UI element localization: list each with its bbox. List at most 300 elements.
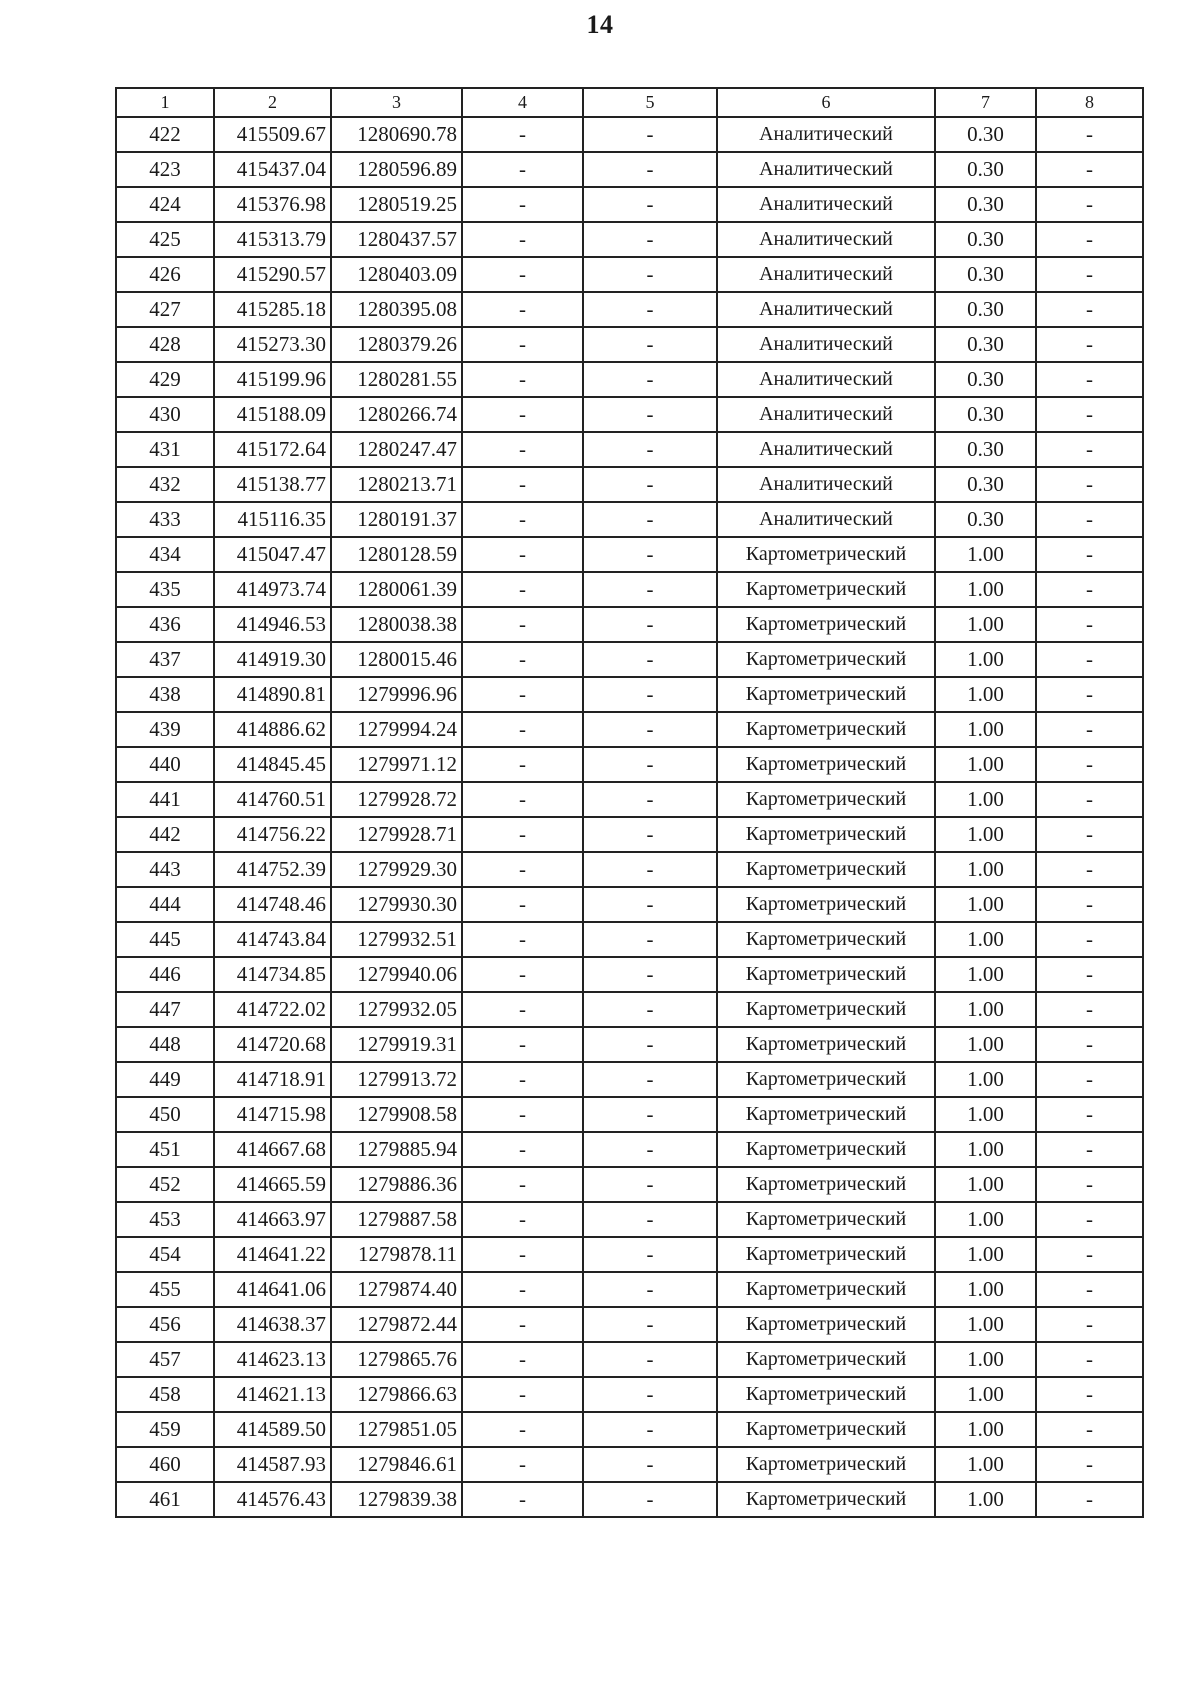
col5-cell: - <box>583 1377 717 1412</box>
table-row <box>116 992 1143 1027</box>
x-coordinate-cell: 414667.68 <box>214 1132 331 1167</box>
col4-cell: - <box>462 327 583 362</box>
y-coordinate-cell: 1280247.47 <box>331 432 462 467</box>
col8-cell: - <box>1036 537 1143 572</box>
accuracy-cell: 0.30 <box>935 257 1036 292</box>
accuracy-cell: 1.00 <box>935 1447 1036 1482</box>
y-coordinate-cell: 1280128.59 <box>331 537 462 572</box>
col4-cell: - <box>462 257 583 292</box>
column-header: 6 <box>717 88 935 117</box>
col8-cell: - <box>1036 1482 1143 1517</box>
col5-cell: - <box>583 1237 717 1272</box>
x-coordinate-cell: 414734.85 <box>214 957 331 992</box>
method-cell: Картометрический <box>717 1447 935 1482</box>
y-coordinate-cell: 1279878.11 <box>331 1237 462 1272</box>
col5-cell: - <box>583 1202 717 1237</box>
point-number-cell: 443 <box>116 852 214 887</box>
col4-cell: - <box>462 1447 583 1482</box>
accuracy-cell: 0.30 <box>935 117 1036 152</box>
col4-cell: - <box>462 642 583 677</box>
column-header: 7 <box>935 88 1036 117</box>
table-row <box>116 1132 1143 1167</box>
col4-cell: - <box>462 397 583 432</box>
col4-cell: - <box>462 187 583 222</box>
y-coordinate-cell: 1279913.72 <box>331 1062 462 1097</box>
col8-cell: - <box>1036 817 1143 852</box>
x-coordinate-cell: 414663.97 <box>214 1202 331 1237</box>
point-number-cell: 453 <box>116 1202 214 1237</box>
table-row <box>116 1342 1143 1377</box>
column-header: 4 <box>462 88 583 117</box>
point-number-cell: 444 <box>116 887 214 922</box>
col4-cell: - <box>462 432 583 467</box>
x-coordinate-cell: 414638.37 <box>214 1307 331 1342</box>
col4-cell: - <box>462 1237 583 1272</box>
col8-cell: - <box>1036 362 1143 397</box>
point-number-cell: 460 <box>116 1447 214 1482</box>
table-row <box>116 502 1143 537</box>
col5-cell: - <box>583 222 717 257</box>
x-coordinate-cell: 414720.68 <box>214 1027 331 1062</box>
method-cell: Картометрический <box>717 957 935 992</box>
col5-cell: - <box>583 187 717 222</box>
col5-cell: - <box>583 782 717 817</box>
method-cell: Картометрический <box>717 1027 935 1062</box>
y-coordinate-cell: 1279919.31 <box>331 1027 462 1062</box>
x-coordinate-cell: 415290.57 <box>214 257 331 292</box>
point-number-cell: 436 <box>116 607 214 642</box>
point-number-cell: 439 <box>116 712 214 747</box>
y-coordinate-cell: 1279932.51 <box>331 922 462 957</box>
column-header: 1 <box>116 88 214 117</box>
point-number-cell: 454 <box>116 1237 214 1272</box>
y-coordinate-cell: 1279846.61 <box>331 1447 462 1482</box>
col4-cell: - <box>462 712 583 747</box>
table-row <box>116 1307 1143 1342</box>
table-row <box>116 1482 1143 1517</box>
y-coordinate-cell: 1280281.55 <box>331 362 462 397</box>
col5-cell: - <box>583 1412 717 1447</box>
col5-cell: - <box>583 537 717 572</box>
col8-cell: - <box>1036 222 1143 257</box>
accuracy-cell: 1.00 <box>935 1027 1036 1062</box>
col8-cell: - <box>1036 642 1143 677</box>
accuracy-cell: 1.00 <box>935 712 1036 747</box>
col8-cell: - <box>1036 1272 1143 1307</box>
y-coordinate-cell: 1279887.58 <box>331 1202 462 1237</box>
col4-cell: - <box>462 1167 583 1202</box>
column-header: 2 <box>214 88 331 117</box>
col8-cell: - <box>1036 502 1143 537</box>
accuracy-cell: 1.00 <box>935 852 1036 887</box>
x-coordinate-cell: 415199.96 <box>214 362 331 397</box>
x-coordinate-cell: 414748.46 <box>214 887 331 922</box>
col5-cell: - <box>583 257 717 292</box>
col5-cell: - <box>583 852 717 887</box>
point-number-cell: 452 <box>116 1167 214 1202</box>
col4-cell: - <box>462 1097 583 1132</box>
col5-cell: - <box>583 1097 717 1132</box>
table-row <box>116 782 1143 817</box>
col8-cell: - <box>1036 572 1143 607</box>
table-row <box>116 957 1143 992</box>
x-coordinate-cell: 414623.13 <box>214 1342 331 1377</box>
accuracy-cell: 1.00 <box>935 1062 1036 1097</box>
col8-cell: - <box>1036 782 1143 817</box>
point-number-cell: 422 <box>116 117 214 152</box>
x-coordinate-cell: 415172.64 <box>214 432 331 467</box>
col8-cell: - <box>1036 747 1143 782</box>
y-coordinate-cell: 1279851.05 <box>331 1412 462 1447</box>
col4-cell: - <box>462 852 583 887</box>
x-coordinate-cell: 414589.50 <box>214 1412 331 1447</box>
table-row <box>116 397 1143 432</box>
point-number-cell: 437 <box>116 642 214 677</box>
column-header: 3 <box>331 88 462 117</box>
col4-cell: - <box>462 1132 583 1167</box>
point-number-cell: 433 <box>116 502 214 537</box>
point-number-cell: 423 <box>116 152 214 187</box>
y-coordinate-cell: 1280061.39 <box>331 572 462 607</box>
x-coordinate-cell: 414743.84 <box>214 922 331 957</box>
x-coordinate-cell: 414890.81 <box>214 677 331 712</box>
col8-cell: - <box>1036 292 1143 327</box>
method-cell: Картометрический <box>717 1272 935 1307</box>
col5-cell: - <box>583 1307 717 1342</box>
method-cell: Аналитический <box>717 292 935 327</box>
accuracy-cell: 1.00 <box>935 1202 1036 1237</box>
method-cell: Картометрический <box>717 1097 935 1132</box>
method-cell: Аналитический <box>717 432 935 467</box>
col4-cell: - <box>462 887 583 922</box>
y-coordinate-cell: 1279866.63 <box>331 1377 462 1412</box>
col5-cell: - <box>583 502 717 537</box>
coordinates-table <box>115 87 1144 1518</box>
method-cell: Аналитический <box>717 222 935 257</box>
y-coordinate-cell: 1279908.58 <box>331 1097 462 1132</box>
x-coordinate-cell: 414587.93 <box>214 1447 331 1482</box>
table-row <box>116 1447 1143 1482</box>
table-row <box>116 117 1143 152</box>
point-number-cell: 447 <box>116 992 214 1027</box>
accuracy-cell: 1.00 <box>935 1097 1036 1132</box>
accuracy-cell: 1.00 <box>935 887 1036 922</box>
table-row <box>116 292 1143 327</box>
point-number-cell: 432 <box>116 467 214 502</box>
col4-cell: - <box>462 572 583 607</box>
y-coordinate-cell: 1280437.57 <box>331 222 462 257</box>
x-coordinate-cell: 414946.53 <box>214 607 331 642</box>
table-body <box>116 117 1143 1517</box>
col5-cell: - <box>583 607 717 642</box>
table-row <box>116 1272 1143 1307</box>
accuracy-cell: 1.00 <box>935 572 1036 607</box>
col5-cell: - <box>583 712 717 747</box>
accuracy-cell: 1.00 <box>935 1342 1036 1377</box>
col4-cell: - <box>462 1412 583 1447</box>
point-number-cell: 434 <box>116 537 214 572</box>
col5-cell: - <box>583 1342 717 1377</box>
accuracy-cell: 0.30 <box>935 327 1036 362</box>
col5-cell: - <box>583 432 717 467</box>
method-cell: Картометрический <box>717 1377 935 1412</box>
y-coordinate-cell: 1280403.09 <box>331 257 462 292</box>
method-cell: Аналитический <box>717 117 935 152</box>
method-cell: Картометрический <box>717 712 935 747</box>
method-cell: Картометрический <box>717 817 935 852</box>
col4-cell: - <box>462 817 583 852</box>
table-row <box>116 467 1143 502</box>
y-coordinate-cell: 1280038.38 <box>331 607 462 642</box>
col5-cell: - <box>583 362 717 397</box>
y-coordinate-cell: 1280191.37 <box>331 502 462 537</box>
point-number-cell: 429 <box>116 362 214 397</box>
point-number-cell: 431 <box>116 432 214 467</box>
col8-cell: - <box>1036 1377 1143 1412</box>
col4-cell: - <box>462 1202 583 1237</box>
method-cell: Аналитический <box>717 257 935 292</box>
y-coordinate-cell: 1280519.25 <box>331 187 462 222</box>
accuracy-cell: 0.30 <box>935 187 1036 222</box>
point-number-cell: 449 <box>116 1062 214 1097</box>
accuracy-cell: 1.00 <box>935 642 1036 677</box>
point-number-cell: 428 <box>116 327 214 362</box>
col4-cell: - <box>462 1342 583 1377</box>
col8-cell: - <box>1036 922 1143 957</box>
method-cell: Картометрический <box>717 1237 935 1272</box>
method-cell: Картометрический <box>717 1202 935 1237</box>
method-cell: Аналитический <box>717 152 935 187</box>
y-coordinate-cell: 1279929.30 <box>331 852 462 887</box>
col5-cell: - <box>583 677 717 712</box>
x-coordinate-cell: 415376.98 <box>214 187 331 222</box>
point-number-cell: 451 <box>116 1132 214 1167</box>
method-cell: Картометрический <box>717 642 935 677</box>
column-header: 5 <box>583 88 717 117</box>
col8-cell: - <box>1036 187 1143 222</box>
col5-cell: - <box>583 1062 717 1097</box>
accuracy-cell: 1.00 <box>935 992 1036 1027</box>
table-header-row <box>116 88 1143 117</box>
point-number-cell: 442 <box>116 817 214 852</box>
y-coordinate-cell: 1279886.36 <box>331 1167 462 1202</box>
y-coordinate-cell: 1280213.71 <box>331 467 462 502</box>
y-coordinate-cell: 1279971.12 <box>331 747 462 782</box>
col5-cell: - <box>583 642 717 677</box>
method-cell: Картометрический <box>717 1062 935 1097</box>
accuracy-cell: 1.00 <box>935 1482 1036 1517</box>
point-number-cell: 440 <box>116 747 214 782</box>
y-coordinate-cell: 1279996.96 <box>331 677 462 712</box>
x-coordinate-cell: 414845.45 <box>214 747 331 782</box>
x-coordinate-cell: 415047.47 <box>214 537 331 572</box>
accuracy-cell: 1.00 <box>935 922 1036 957</box>
x-coordinate-cell: 414665.59 <box>214 1167 331 1202</box>
table-row <box>116 327 1143 362</box>
accuracy-cell: 1.00 <box>935 1272 1036 1307</box>
point-number-cell: 461 <box>116 1482 214 1517</box>
accuracy-cell: 1.00 <box>935 607 1036 642</box>
point-number-cell: 424 <box>116 187 214 222</box>
method-cell: Картометрический <box>717 1342 935 1377</box>
col8-cell: - <box>1036 887 1143 922</box>
x-coordinate-cell: 414886.62 <box>214 712 331 747</box>
table-row <box>116 922 1143 957</box>
method-cell: Картометрический <box>717 572 935 607</box>
accuracy-cell: 1.00 <box>935 957 1036 992</box>
table-row <box>116 1202 1143 1237</box>
col4-cell: - <box>462 922 583 957</box>
x-coordinate-cell: 414752.39 <box>214 852 331 887</box>
accuracy-cell: 0.30 <box>935 292 1036 327</box>
col5-cell: - <box>583 327 717 362</box>
col8-cell: - <box>1036 117 1143 152</box>
y-coordinate-cell: 1279874.40 <box>331 1272 462 1307</box>
y-coordinate-cell: 1279872.44 <box>331 1307 462 1342</box>
method-cell: Картометрический <box>717 887 935 922</box>
table-row <box>116 607 1143 642</box>
x-coordinate-cell: 415509.67 <box>214 117 331 152</box>
table-row <box>116 537 1143 572</box>
col5-cell: - <box>583 467 717 502</box>
page-number: 14 <box>586 10 614 39</box>
table-row <box>116 1412 1143 1447</box>
table-row <box>116 887 1143 922</box>
method-cell: Картометрический <box>717 1167 935 1202</box>
accuracy-cell: 1.00 <box>935 677 1036 712</box>
col4-cell: - <box>462 1062 583 1097</box>
col4-cell: - <box>462 747 583 782</box>
x-coordinate-cell: 414718.91 <box>214 1062 331 1097</box>
col8-cell: - <box>1036 1062 1143 1097</box>
col5-cell: - <box>583 292 717 327</box>
x-coordinate-cell: 415188.09 <box>214 397 331 432</box>
col8-cell: - <box>1036 1202 1143 1237</box>
point-number-cell: 438 <box>116 677 214 712</box>
y-coordinate-cell: 1279928.71 <box>331 817 462 852</box>
col4-cell: - <box>462 992 583 1027</box>
col5-cell: - <box>583 1132 717 1167</box>
col4-cell: - <box>462 782 583 817</box>
accuracy-cell: 0.30 <box>935 152 1036 187</box>
point-number-cell: 448 <box>116 1027 214 1062</box>
x-coordinate-cell: 415313.79 <box>214 222 331 257</box>
x-coordinate-cell: 414715.98 <box>214 1097 331 1132</box>
col4-cell: - <box>462 1027 583 1062</box>
col4-cell: - <box>462 117 583 152</box>
col8-cell: - <box>1036 1097 1143 1132</box>
col5-cell: - <box>583 922 717 957</box>
x-coordinate-cell: 414760.51 <box>214 782 331 817</box>
col5-cell: - <box>583 747 717 782</box>
col4-cell: - <box>462 152 583 187</box>
method-cell: Аналитический <box>717 187 935 222</box>
col5-cell: - <box>583 1272 717 1307</box>
col4-cell: - <box>462 957 583 992</box>
method-cell: Аналитический <box>717 362 935 397</box>
col4-cell: - <box>462 292 583 327</box>
col8-cell: - <box>1036 1412 1143 1447</box>
method-cell: Аналитический <box>717 502 935 537</box>
accuracy-cell: 0.30 <box>935 432 1036 467</box>
method-cell: Картометрический <box>717 677 935 712</box>
method-cell: Картометрический <box>717 607 935 642</box>
x-coordinate-cell: 415273.30 <box>214 327 331 362</box>
point-number-cell: 457 <box>116 1342 214 1377</box>
method-cell: Картометрический <box>717 1132 935 1167</box>
y-coordinate-cell: 1279839.38 <box>331 1482 462 1517</box>
accuracy-cell: 1.00 <box>935 1167 1036 1202</box>
x-coordinate-cell: 415437.04 <box>214 152 331 187</box>
y-coordinate-cell: 1279885.94 <box>331 1132 462 1167</box>
accuracy-cell: 1.00 <box>935 1307 1036 1342</box>
y-coordinate-cell: 1279994.24 <box>331 712 462 747</box>
col8-cell: - <box>1036 677 1143 712</box>
col4-cell: - <box>462 537 583 572</box>
method-cell: Картометрический <box>717 1482 935 1517</box>
method-cell: Картометрический <box>717 992 935 1027</box>
accuracy-cell: 0.30 <box>935 362 1036 397</box>
table-row <box>116 1027 1143 1062</box>
col8-cell: - <box>1036 1132 1143 1167</box>
accuracy-cell: 1.00 <box>935 1377 1036 1412</box>
method-cell: Картометрический <box>717 1307 935 1342</box>
table-row <box>116 187 1143 222</box>
table-row <box>116 642 1143 677</box>
accuracy-cell: 1.00 <box>935 1237 1036 1272</box>
col4-cell: - <box>462 222 583 257</box>
col5-cell: - <box>583 117 717 152</box>
col5-cell: - <box>583 957 717 992</box>
col8-cell: - <box>1036 1342 1143 1377</box>
y-coordinate-cell: 1280015.46 <box>331 642 462 677</box>
table-row <box>116 362 1143 397</box>
x-coordinate-cell: 414621.13 <box>214 1377 331 1412</box>
x-coordinate-cell: 414973.74 <box>214 572 331 607</box>
table-row <box>116 817 1143 852</box>
table-row <box>116 1062 1143 1097</box>
method-cell: Картометрический <box>717 747 935 782</box>
accuracy-cell: 1.00 <box>935 537 1036 572</box>
accuracy-cell: 0.30 <box>935 502 1036 537</box>
accuracy-cell: 0.30 <box>935 222 1036 257</box>
point-number-cell: 441 <box>116 782 214 817</box>
col8-cell: - <box>1036 852 1143 887</box>
column-header: 8 <box>1036 88 1143 117</box>
table-row <box>116 257 1143 292</box>
table-row <box>116 1097 1143 1132</box>
col5-cell: - <box>583 887 717 922</box>
accuracy-cell: 1.00 <box>935 817 1036 852</box>
point-number-cell: 450 <box>116 1097 214 1132</box>
col4-cell: - <box>462 1377 583 1412</box>
method-cell: Картометрический <box>717 852 935 887</box>
accuracy-cell: 1.00 <box>935 782 1036 817</box>
table-row <box>116 1377 1143 1412</box>
method-cell: Картометрический <box>717 537 935 572</box>
x-coordinate-cell: 415285.18 <box>214 292 331 327</box>
table-row <box>116 1167 1143 1202</box>
col8-cell: - <box>1036 1237 1143 1272</box>
y-coordinate-cell: 1279940.06 <box>331 957 462 992</box>
table-row <box>116 747 1143 782</box>
point-number-cell: 425 <box>116 222 214 257</box>
col8-cell: - <box>1036 712 1143 747</box>
col5-cell: - <box>583 152 717 187</box>
table-row <box>116 152 1143 187</box>
x-coordinate-cell: 414641.22 <box>214 1237 331 1272</box>
table-row <box>116 222 1143 257</box>
